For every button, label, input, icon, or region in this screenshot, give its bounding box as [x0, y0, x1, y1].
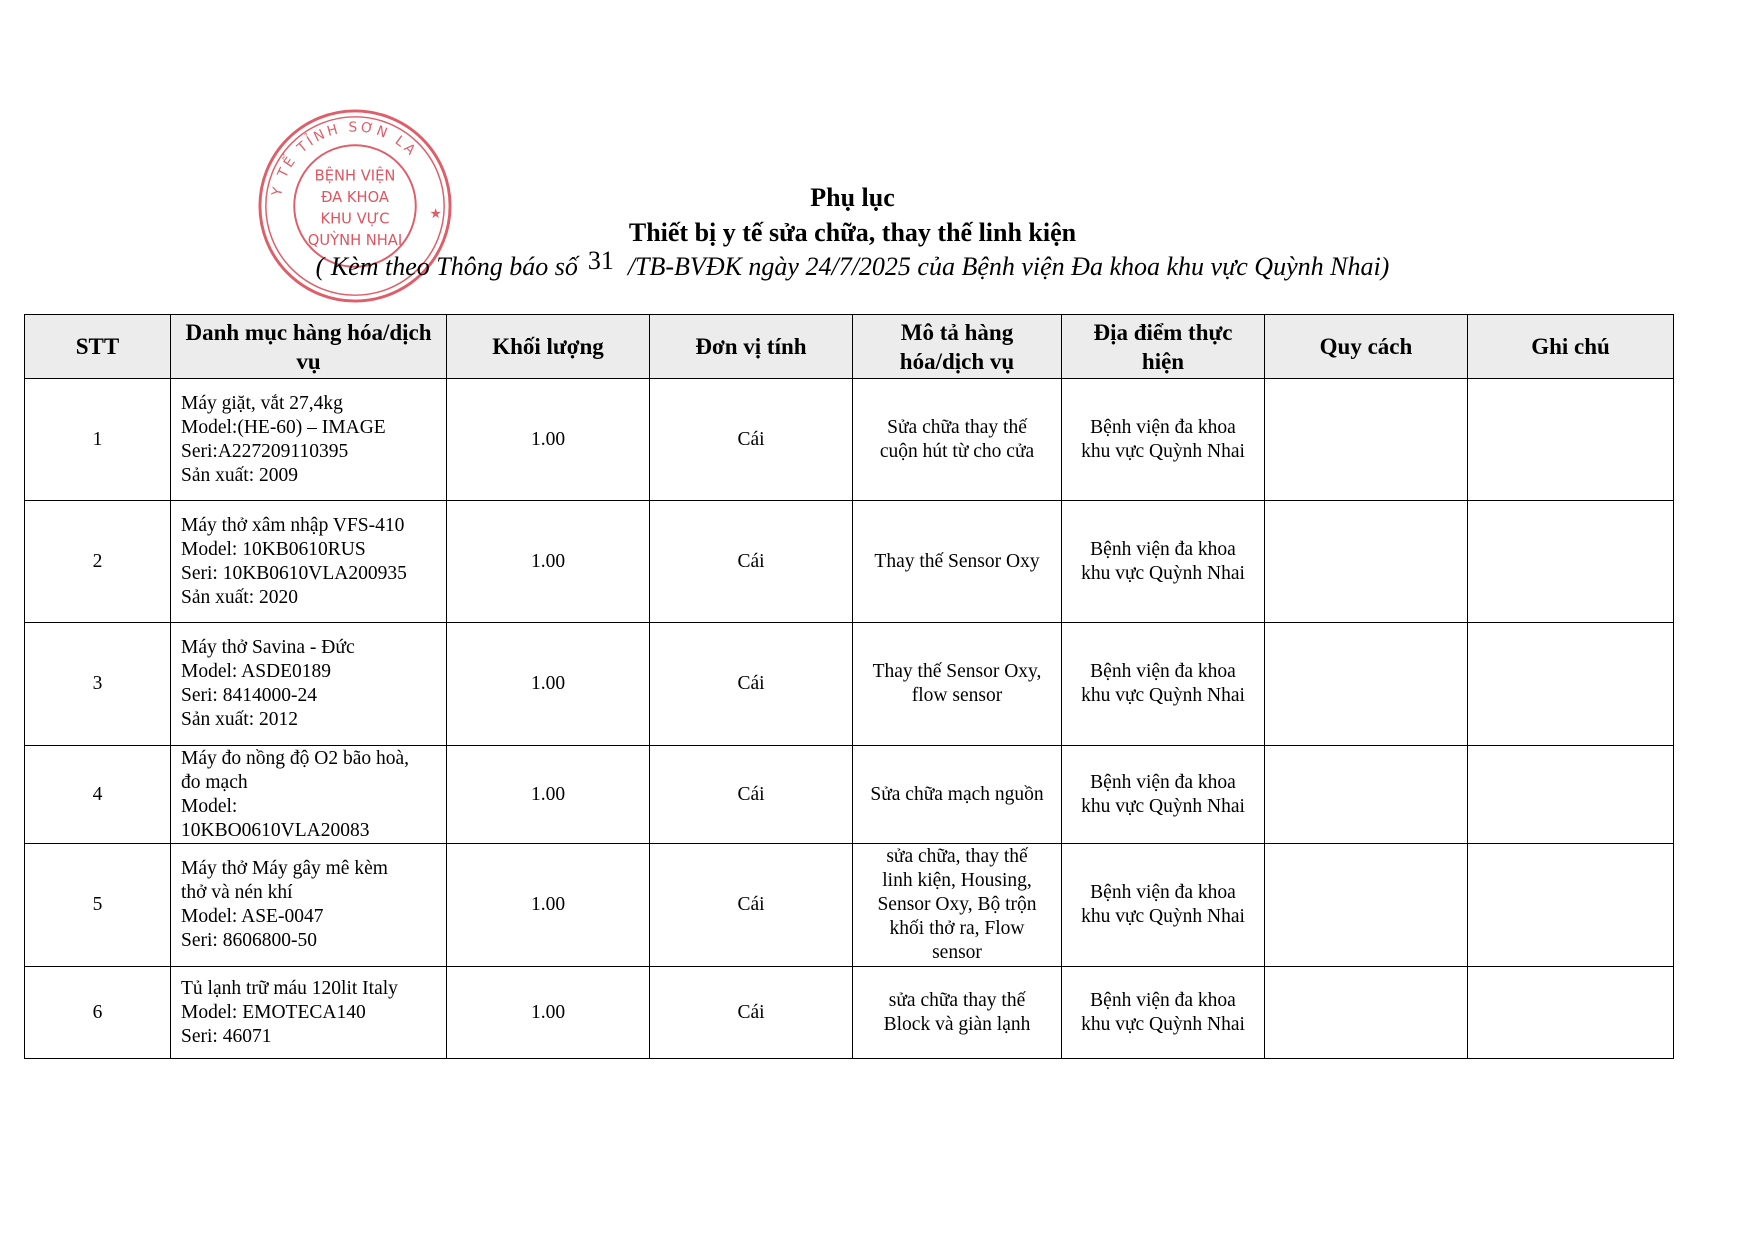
- cell-desc: [853, 623, 1062, 746]
- document-title: Phụ lục: [810, 183, 895, 212]
- cell-location: [1062, 379, 1265, 501]
- col-header-desc: Mô tả hàng hóa/dịch vụ: [853, 315, 1062, 379]
- location-line: khu vực Quỳnh Nhai: [1081, 685, 1245, 706]
- location-line: Bệnh viện đa khoa: [1090, 538, 1236, 560]
- cell-spec: [1265, 844, 1468, 967]
- cell-unit: Cái: [650, 501, 853, 623]
- cell-note: [1468, 967, 1674, 1059]
- desc-line: Thay thế Sensor Oxy: [874, 550, 1040, 572]
- col-header-stt: STT: [25, 315, 171, 379]
- cell-unit: Cái: [650, 746, 853, 844]
- item-line: Model: ASE-0047: [181, 906, 324, 927]
- cell-item: [171, 967, 447, 1059]
- equipment-table: [24, 314, 1674, 1059]
- cell-item: [171, 501, 447, 623]
- cell-note: [1468, 501, 1674, 623]
- seal-line-4: QUỲNH NHAI: [307, 232, 403, 250]
- table-row: [25, 844, 1674, 967]
- cell-note: [1468, 844, 1674, 967]
- cell-location: [1062, 844, 1265, 967]
- cell-unit: Cái: [650, 623, 853, 746]
- document-reference: [0, 246, 1705, 284]
- cell-item: [171, 379, 447, 501]
- item-line: Sản xuất: 2012: [181, 709, 298, 730]
- item-line: Model: ASDE0189: [181, 661, 332, 682]
- cell-stt: 2: [25, 501, 171, 623]
- cell-item: [171, 746, 447, 844]
- cell-qty: 1.00: [447, 844, 650, 967]
- table-row: [25, 623, 1674, 746]
- item-line: Model:(HE-60) – IMAGE: [181, 416, 386, 438]
- desc-line: Thay thế Sensor Oxy,: [872, 661, 1042, 682]
- seal-line-1: BỆNH VIỆN: [314, 167, 396, 185]
- table-row: [25, 746, 1674, 844]
- desc-line: linh kiện, Housing,: [882, 870, 1032, 891]
- item-line: Seri: 8606800-50: [181, 930, 317, 951]
- desc-line: Sửa chữa mạch nguồn: [870, 783, 1044, 805]
- cell-location: [1062, 501, 1265, 623]
- cell-desc: [853, 501, 1062, 623]
- location-line: Bệnh viện đa khoa: [1090, 661, 1236, 682]
- item-line: thở và nén khí: [181, 882, 293, 903]
- cell-qty: 1.00: [447, 623, 650, 746]
- location-line: Bệnh viện đa khoa: [1090, 989, 1236, 1011]
- cell-desc: [853, 844, 1062, 967]
- cell-desc: [853, 379, 1062, 501]
- cell-note: [1468, 623, 1674, 746]
- desc-line: sửa chữa thay thế: [888, 989, 1026, 1011]
- desc-line: cuộn hút từ cho cửa: [879, 440, 1035, 462]
- reference-prefix: ( Kèm theo Thông báo số: [315, 252, 578, 281]
- cell-item: [171, 844, 447, 967]
- item-line: Máy đo nồng độ O2 bão hoà,: [181, 747, 410, 769]
- item-line: Seri: 46071: [181, 1025, 272, 1047]
- desc-line: flow sensor: [911, 685, 1003, 706]
- document-subtitle: Thiết bị y tế sửa chữa, thay thế linh kiện: [628, 218, 1077, 247]
- cell-location: [1062, 967, 1265, 1059]
- cell-qty: 1.00: [447, 746, 650, 844]
- item-line: đo mạch: [181, 771, 248, 793]
- desc-line: Sửa chữa thay thế: [887, 416, 1027, 438]
- col-header-note: Ghi chú: [1468, 315, 1674, 379]
- document-header: [0, 180, 1705, 284]
- item-line: Máy giặt, vắt 27,4kg: [181, 392, 343, 414]
- col-header-qty: Khối lượng: [447, 315, 650, 379]
- svg-text:★: ★: [429, 205, 442, 222]
- desc-line: Sensor Oxy, Bộ trộn: [877, 894, 1037, 915]
- location-line: khu vực Quỳnh Nhai: [1081, 440, 1245, 462]
- table-row: [25, 501, 1674, 623]
- cell-desc: [853, 967, 1062, 1059]
- table-header-row: [25, 315, 1674, 379]
- cell-stt: 3: [25, 623, 171, 746]
- location-line: Bệnh viện đa khoa: [1090, 416, 1236, 438]
- cell-qty: 1.00: [447, 967, 650, 1059]
- cell-spec: [1265, 501, 1468, 623]
- table-row: [25, 379, 1674, 501]
- seal-line-2: ĐA KHOA: [321, 189, 389, 207]
- desc-line: khối thở ra, Flow: [889, 918, 1025, 939]
- item-line: Tủ lạnh trữ máu 120lit Italy: [181, 977, 398, 999]
- cell-stt: 5: [25, 844, 171, 967]
- item-line: Seri: 8414000-24: [181, 685, 317, 706]
- cell-qty: 1.00: [447, 501, 650, 623]
- cell-location: [1062, 623, 1265, 746]
- cell-unit: Cái: [650, 379, 853, 501]
- item-line: Máy thở xâm nhập VFS-410: [181, 514, 405, 536]
- item-line: Sản xuất: 2009: [181, 464, 298, 486]
- item-line: Model: 10KB0610RUS: [181, 538, 366, 560]
- item-line: Seri:A227209110395: [181, 440, 349, 462]
- item-line: Sản xuất: 2020: [181, 586, 298, 608]
- location-line: khu vực Quỳnh Nhai: [1081, 1013, 1245, 1035]
- cell-spec: [1265, 746, 1468, 844]
- notice-number: 31: [587, 246, 614, 275]
- desc-line: Block và giàn lạnh: [883, 1013, 1031, 1035]
- cell-stt: 1: [25, 379, 171, 501]
- item-line: Model: EMOTECA140: [181, 1001, 366, 1023]
- item-line: Seri: 10KB0610VLA200935: [181, 562, 407, 584]
- cell-qty: 1.00: [447, 379, 650, 501]
- desc-line: sửa chữa, thay thế: [886, 846, 1028, 867]
- cell-stt: 6: [25, 967, 171, 1059]
- cell-location: [1062, 746, 1265, 844]
- cell-unit: Cái: [650, 967, 853, 1059]
- cell-note: [1468, 746, 1674, 844]
- table-row: [25, 967, 1674, 1059]
- item-line: Máy thở Savina - Đức: [181, 637, 355, 658]
- cell-stt: 4: [25, 746, 171, 844]
- desc-line: sensor: [932, 942, 982, 963]
- item-line: Máy thở Máy gây mê kèm: [181, 858, 388, 879]
- cell-unit: Cái: [650, 844, 853, 967]
- item-line: 10KBO0610VLA20083: [181, 819, 370, 841]
- location-line: khu vực Quỳnh Nhai: [1081, 562, 1245, 584]
- cell-spec: [1265, 967, 1468, 1059]
- location-line: khu vực Quỳnh Nhai: [1081, 906, 1245, 927]
- location-line: Bệnh viện đa khoa: [1090, 882, 1236, 903]
- reference-suffix: /TB-BVĐK ngày 24/7/2025 của Bệnh viện Đa khoa khu vực Quỳnh Nhai): [627, 252, 1390, 281]
- location-line: Bệnh viện đa khoa: [1090, 771, 1236, 793]
- col-header-location: Địa điểm thực hiện: [1062, 315, 1265, 379]
- col-header-unit: Đơn vị tính: [650, 315, 853, 379]
- seal-line-3: KHU VỰC: [320, 210, 390, 228]
- item-line: Model:: [181, 795, 238, 817]
- cell-spec: [1265, 623, 1468, 746]
- cell-desc: [853, 746, 1062, 844]
- svg-text:Y TẾ TỈNH SƠN LA: Y TẾ TỈNH SƠN LA: [269, 119, 421, 198]
- location-line: khu vực Quỳnh Nhai: [1081, 795, 1245, 817]
- cell-spec: [1265, 379, 1468, 501]
- cell-note: [1468, 379, 1674, 501]
- col-header-item: Danh mục hàng hóa/dịch vụ: [171, 315, 447, 379]
- col-header-spec: Quy cách: [1265, 315, 1468, 379]
- cell-item: [171, 623, 447, 746]
